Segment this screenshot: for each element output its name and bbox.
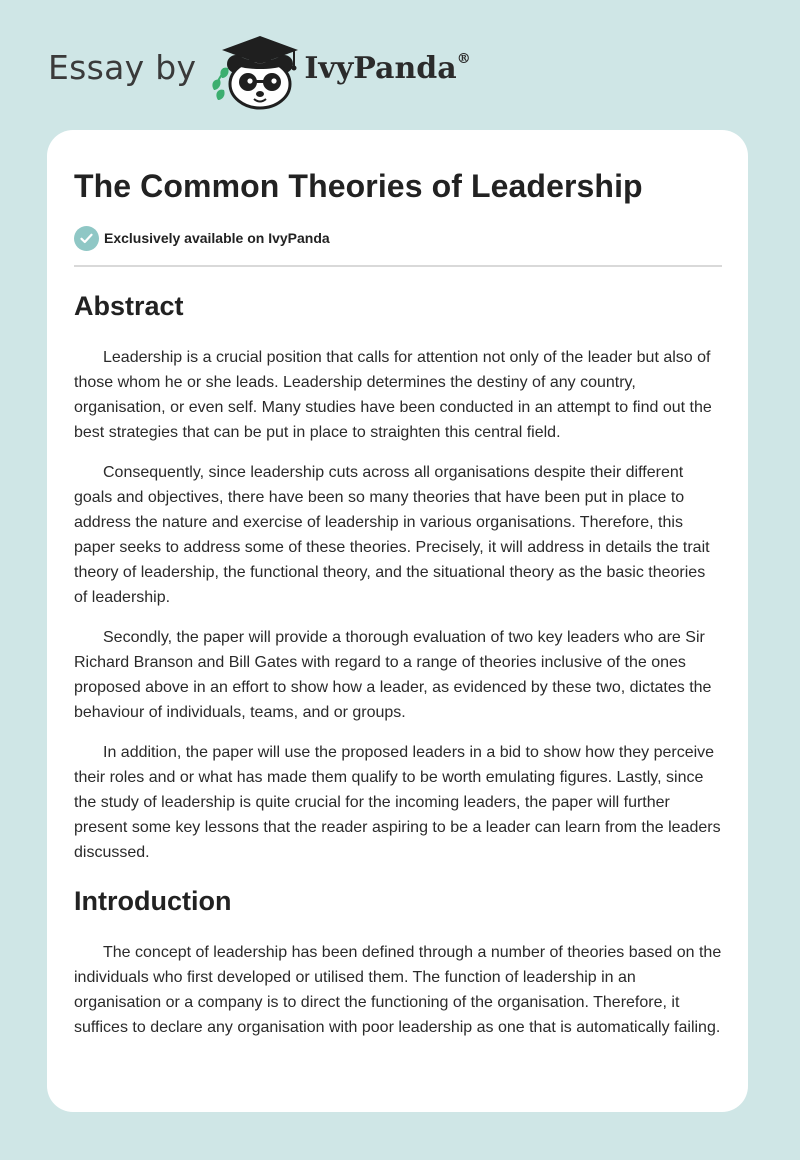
section-abstract bbox=[74, 289, 722, 865]
trademark-symbol: ® bbox=[456, 50, 471, 67]
paragraph: The concept of leadership has been defined through a number of theories based on the individuals who first developed or utilised them. The function of leadership in an organisation or a company is to direct the functioning of the organisation. Therefore, it suffices to declare any organisation with poor leadership as one that is automatically failing. bbox=[74, 944, 722, 1036]
paragraph: Secondly, the paper will provide a thorough evaluation of two key leaders who are Sir Richard Branson and Bill Gates with regard to a range of theories inclusive of the ones proposed above in an effort to show how a leader, as evidenced by these two, dictates the behaviour of individuals, teams, and or groups. bbox=[74, 629, 712, 721]
page-title: The Common Theories of Leadership bbox=[74, 168, 643, 204]
availability-notice bbox=[74, 224, 722, 252]
brand-name bbox=[304, 51, 470, 86]
essay-card bbox=[47, 130, 748, 1112]
section-body bbox=[74, 940, 722, 1040]
paragraph: Leadership is a crucial position that calls for attention not only of the leader but also of those whom he or she leads. Leadership determines the destiny of any country, organisation, or even self. Many studies have been conducted in an attempt to find out the best strategies that can be put in place to straighten this central field. bbox=[74, 349, 712, 441]
section-heading: Abstract bbox=[74, 291, 184, 321]
check-badge-icon bbox=[74, 226, 99, 251]
brand-header bbox=[48, 30, 471, 110]
section-heading: Introduction bbox=[74, 886, 232, 916]
availability-label: Exclusively available on IvyPanda bbox=[104, 230, 330, 246]
section-body bbox=[74, 345, 722, 865]
section-introduction bbox=[74, 884, 722, 1040]
paragraph: In addition, the paper will use the proposed leaders in a bid to show how they perceive their roles and or what has made them qualify to be worth emulating figures. Lastly, since the study of leadership is quite crucial for the incoming leaders, the paper will further present some key lessons that the reader aspiring to be a leader can learn from the leaders discussed. bbox=[74, 744, 721, 861]
panda-graduate-icon bbox=[210, 30, 302, 110]
paragraph: Consequently, since leadership cuts across all organisations despite their different goals and objectives, there have been so many theories that have been put in place to address the nature and exercise of leadership in various organisations. Therefore, this paper seeks to address some of these theories. Precisely, it will address in details the trait theory of leadership, the functional theory, and the situational theory as the basic theories of leadership. bbox=[74, 464, 710, 606]
brand-name-text: IvyPanda bbox=[304, 50, 457, 86]
title-divider bbox=[74, 265, 722, 267]
brand-prefix: Essay by bbox=[48, 47, 197, 87]
